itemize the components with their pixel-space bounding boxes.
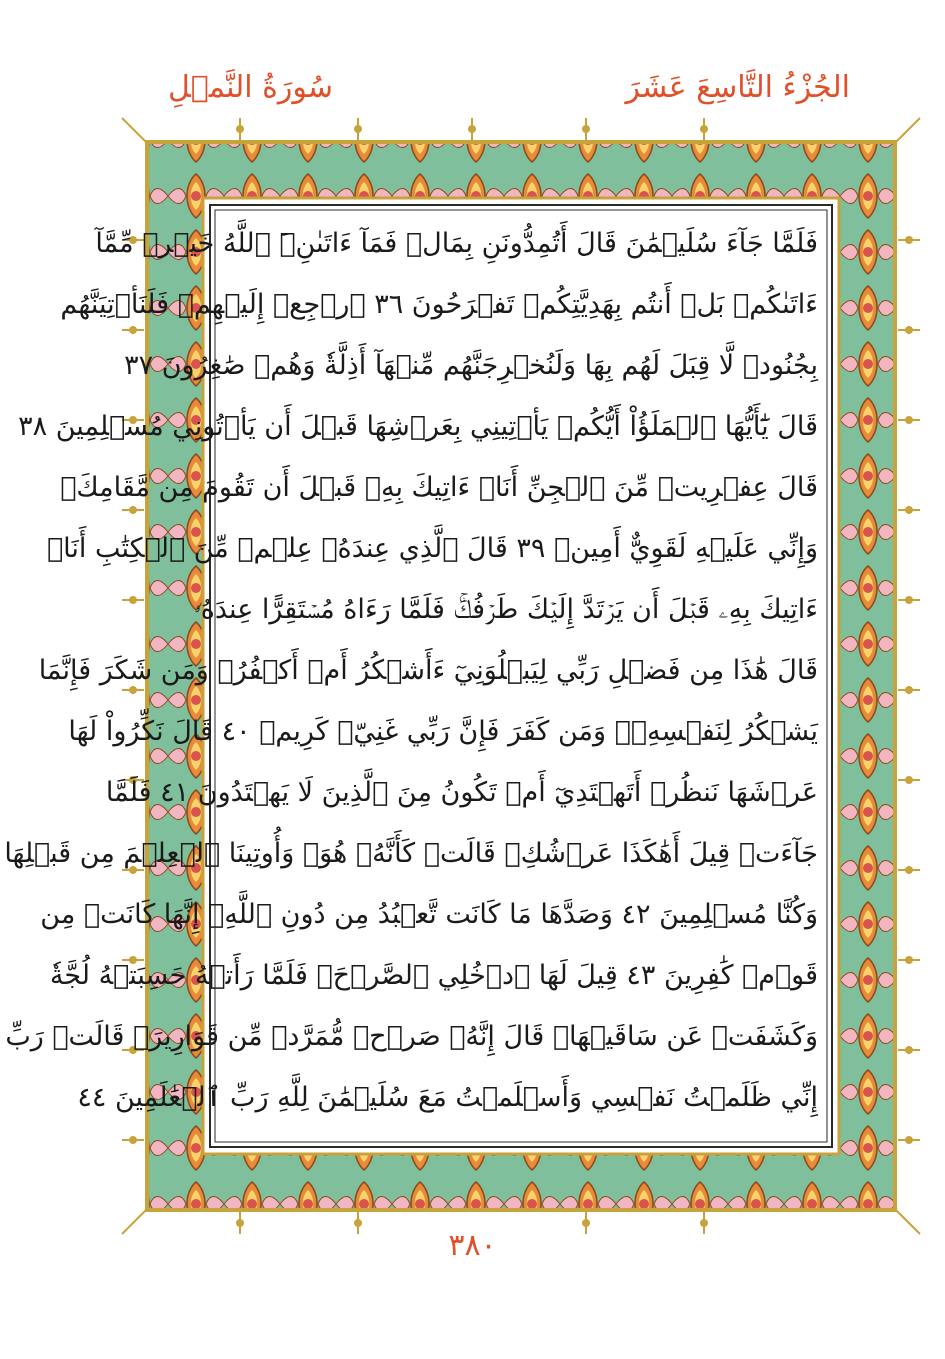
side-marker xyxy=(122,597,144,603)
side-marker xyxy=(898,777,920,783)
text-line: قَوۡمٖ كَٰفِرِينَ ٤٣ قِيلَ لَهَا ٱدۡخُلِي ٱلصَّرۡحَۖ فَلَمَّا رَأَتۡهُ حَسِبَتۡهُ لُجَّةٗ xyxy=(49,960,818,991)
text-line: عَرۡشَهَا نَنظُرۡ أَتَهۡتَدِيٓ أَمۡ تَكُونُ مِنَ ٱلَّذِينَ لَا يَهۡتَدُونَ ٤١ فَلَمَّا xyxy=(105,777,818,808)
text-line: قَالَ هَٰذَا مِن فَضۡلِ رَبِّي لِيَبۡلُوَنِيٓ ءَأَشۡكُرُ أَمۡ أَكۡفُرُۖ وَمَن شَكَرَ فَإِنَّمَا xyxy=(38,655,818,686)
text-line: ءَاتِيكَ بِهِۦ قَبۡلَ أَن يَرۡتَدَّ إِلَيۡكَ طَرۡفُكَۚ فَلَمَّا رَءَاهُ مُسۡتَقِرًّا عِندَهُۥ xyxy=(193,594,818,625)
text-line: قَالَ يَٰٓأَيُّهَا ٱلۡمَلَؤُاْ أَيُّكُمۡ يَأۡتِينِي بِعَرۡشِهَا قَبۡلَ أَن يَأۡتُونِي مُسۡلِمِينَ ٣٨ xyxy=(18,411,818,442)
side-marker xyxy=(898,507,920,513)
text-line: بِجُنُودٖ لَّا قِبَلَ لَهُم بِهَا وَلَنُخۡرِجَنَّهُم مِّنۡهَآ أَذِلَّةٗ وَهُمۡ صَٰغِرُونَ ٣٧ xyxy=(124,350,818,381)
side-marker xyxy=(898,237,920,243)
side-marker xyxy=(898,867,920,873)
text-line: وَكُنَّا مُسۡلِمِينَ ٤٢ وَصَدَّهَا مَا كَانَت تَّعۡبُدُ مِن دُونِ ٱللَّهِۖ إِنَّهَا كَانَتۡ مِن xyxy=(40,899,818,930)
side-marker xyxy=(898,957,920,963)
top-marker xyxy=(469,118,475,140)
quran-text xyxy=(4,215,818,1137)
text-line: قَالَ عِفۡرِيتٞ مِّنَ ٱلۡجِنِّ أَنَا۠ ءَاتِيكَ بِهِۦ قَبۡلَ أَن تَقُومَ مِن مَّقَامِكَۖ xyxy=(60,472,818,503)
text-line: وَكَشَفَتۡ عَن سَاقَيۡهَاۚ قَالَ إِنَّهُۥ صَرۡحٞ مُّمَرَّدٞ مِّن قَوَارِيرَۗ قَالَتۡ رَبِّ xyxy=(5,1021,818,1052)
juz-title: الجُزْءُ التَّاسِعَ عَشَرَ xyxy=(625,70,850,105)
side-marker xyxy=(898,687,920,693)
side-marker xyxy=(898,1137,920,1143)
top-marker xyxy=(355,118,361,140)
side-marker xyxy=(898,1047,920,1053)
side-marker xyxy=(898,597,920,603)
text-line: جَآءَتۡ قِيلَ أَهَٰكَذَا عَرۡشُكِۖ قَالَتۡ كَأَنَّهُۥ هُوَۚ وَأُوتِينَا ٱلۡعِلۡمَ مِن قَبۡلِهَا xyxy=(4,838,818,869)
text-line: يَشۡكُرُ لِنَفۡسِهِۦۖ وَمَن كَفَرَ فَإِنَّ رَبِّي غَنِيّٞ كَرِيمٞ ٤٠ قَالَ نَكِّرُواْ لَهَا xyxy=(68,716,818,747)
top-marker xyxy=(583,118,589,140)
side-marker xyxy=(898,417,920,423)
side-marker xyxy=(898,327,920,333)
side-marker xyxy=(122,1137,144,1143)
top-marker xyxy=(701,118,707,140)
text-line: إِنِّي ظَلَمۡتُ نَفۡسِي وَأَسۡلَمۡتُ مَعَ سُلَيۡمَٰنَ لِلَّهِ رَبِّ ٱلۡعَٰلَمِينَ ٤٤ xyxy=(77,1082,818,1113)
text-line: ءَاتَىٰكُمۚ بَلۡ أَنتُم بِهَدِيَّتِكُمۡ تَفۡرَحُونَ ٣٦ ٱرۡجِعۡ إِلَيۡهِمۡ فَلَنَأۡتِيَنَّهُم xyxy=(60,289,818,320)
top-marker xyxy=(237,118,243,140)
text-line: وَإِنِّي عَلَيۡهِ لَقَوِيٌّ أَمِينٞ ٣٩ قَالَ ٱلَّذِي عِندَهُۥ عِلۡمٞ مِّنَ ٱلۡكِتَٰبِ أَنَا۠ xyxy=(46,533,818,564)
page-number: ٣٨٠ xyxy=(448,1228,497,1263)
surah-title: سُورَةُ النَّمۡلِ xyxy=(168,70,333,105)
text-line: فَلَمَّا جَآءَ سُلَيۡمَٰنَ قَالَ أَتُمِدُّونَنِ بِمَالٖ فَمَآ ءَاتَىٰنِۦَ ٱللَّهُ خَيۡرٞ مِّمَّآ xyxy=(95,228,818,259)
